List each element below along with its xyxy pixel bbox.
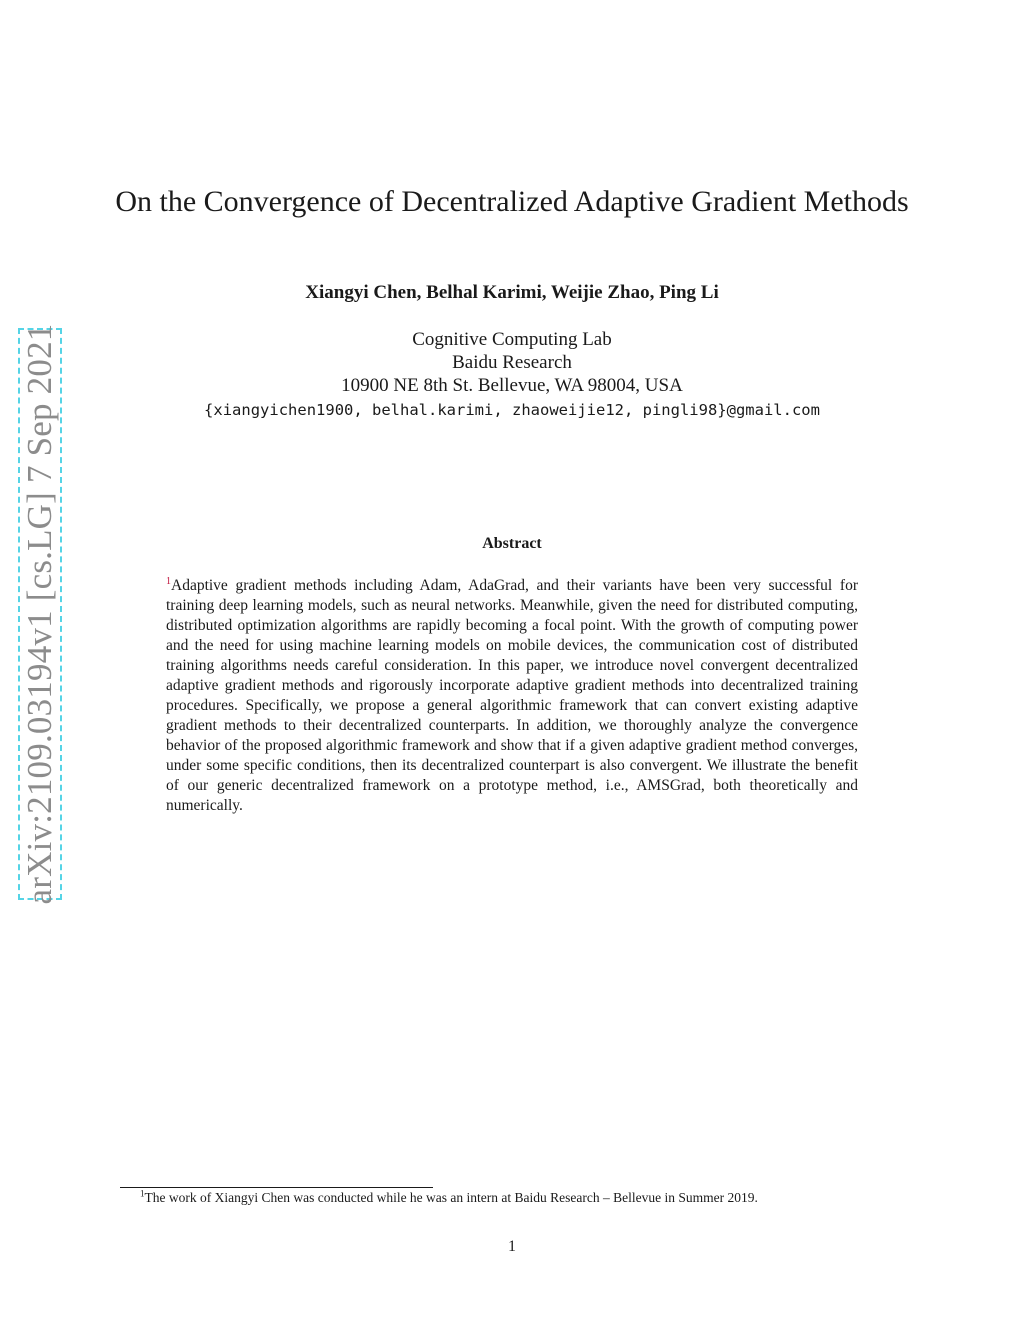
abstract-footnote-link[interactable]: 1 bbox=[166, 575, 171, 587]
page-number: 1 bbox=[508, 1238, 516, 1255]
arxiv-stamp bbox=[18, 323, 62, 905]
abstract-text bbox=[166, 576, 858, 816]
author-list: Xiangyi Chen, Belhal Karimi, Weijie Zhao, Ping Li bbox=[305, 282, 719, 303]
paper-title: On the Convergence of Decentralized Adaptive Gradient Methods bbox=[115, 185, 909, 218]
footnote-text: The work of Xiangyi Chen was conducted while he was an intern at Baidu Research – Bellevue in Summer 2019. bbox=[144, 1190, 758, 1205]
author-emails: {xiangyichen1900, belhal.karimi, zhaoweijie12, pingli98}@gmail.com bbox=[204, 401, 820, 419]
footnote-mark: 1 bbox=[140, 1188, 145, 1199]
affiliation-block bbox=[100, 328, 924, 423]
abstract-paragraph: Adaptive gradient methods including Adam, AdaGrad, and their variants have been very successful for training deep learning models, such as neural networks. Meanwhile, given the need for distributed computing, distributed optimization algorithms are rapidly becoming a focal point. With the growth of computing power and the need for using machine learning models on mobile devices, the communication cost of distributed training algorithms needs careful consideration. In this paper, we introduce novel convergent decentralized adaptive gradient methods and rigorously incorporate adaptive gradient methods into decentralized training procedures. Specifically, we propose a general algorithmic framework that can convert existing adaptive gradient methods to their decentralized counterparts. In addition, we thoroughly analyze the convergence behavior of the proposed algorithmic framework and show that if a given adaptive gradient method converges, under some specific conditions, then its decentralized counterpart is also convergent. We illustrate the benefit of our generic decentralized framework on a prototype method, i.e., AMSGrad, both theoretically and numerically. bbox=[166, 577, 858, 814]
footnote bbox=[140, 1190, 930, 1206]
arxiv-identifier: arXiv:2109.03194v1 [cs.LG] 7 Sep 2021 bbox=[20, 323, 59, 905]
affiliation-lab: Cognitive Computing Lab bbox=[412, 329, 612, 350]
footnote-divider bbox=[120, 1187, 433, 1188]
affiliation-address: 10900 NE 8th St. Bellevue, WA 98004, USA bbox=[341, 375, 683, 396]
affiliation-org: Baidu Research bbox=[452, 352, 572, 373]
abstract-heading: Abstract bbox=[482, 535, 542, 552]
